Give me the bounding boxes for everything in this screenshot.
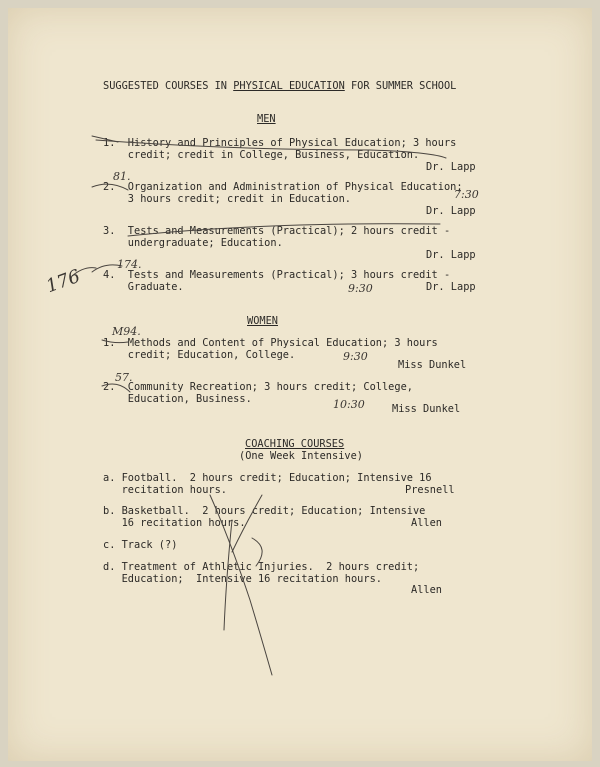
coaching-item-c-line1: c. Track (?) <box>103 539 178 551</box>
women-item-1-instructor: Miss Dunkel <box>398 359 467 371</box>
coaching-arc <box>252 538 262 566</box>
check-men-item-2 <box>92 184 128 190</box>
coaching-cross-stroke-1 <box>210 495 272 675</box>
men-item-3-line1: 3. Tests and Measurements (Practical); 2 hours credit - <box>103 225 451 237</box>
title-text-before: SUGGESTED COURSES IN <box>103 80 234 92</box>
coaching-heading: COACHING COURSES <box>245 438 345 450</box>
women-item-2-line1: 2. Community Recreation; 3 hours credit; College, <box>103 381 413 393</box>
men-item-3-instructor: Dr. Lapp <box>426 249 476 261</box>
strike-men-item-1 <box>96 140 446 158</box>
men-heading: MEN <box>257 113 276 125</box>
handwritten-women-1-number: M94. <box>112 325 141 338</box>
men-item-1-line2: credit; credit in College, Business, Education. <box>103 149 420 161</box>
title-text-underlined: PHYSICAL EDUCATION <box>233 80 345 92</box>
strike-men-item-3 <box>128 224 440 236</box>
women-item-1-line1: 1. Methods and Content of Physical Education; 3 hours <box>103 337 438 349</box>
men-item-2-line2: 3 hours credit; credit in Education. <box>103 193 351 205</box>
coaching-subheading: (One Week Intensive) <box>239 450 363 462</box>
men-item-2-line1: 2. Organization and Administration of Physical Education; <box>103 181 463 193</box>
coaching-item-a-line2: recitation hours. <box>103 484 227 496</box>
coaching-item-a-instructor: Presnell <box>405 484 455 496</box>
men-item-4-line1: 4. Tests and Measurements (Practical); 3 hours credit - <box>103 269 451 281</box>
women-item-2-instructor: Miss Dunkel <box>392 403 461 415</box>
men-item-4-instructor: Dr. Lapp <box>426 281 476 293</box>
men-item-1-line1: 1. History and Principles of Physical Education; 3 hours <box>103 137 457 149</box>
coaching-item-d-line2: Education; Intensive 16 recitation hours. <box>103 573 382 585</box>
coaching-item-a-line1: a. Football. 2 hours credit; Education; Intensive 16 <box>103 472 432 484</box>
handwritten-men-4-number: 174. <box>117 258 142 271</box>
handwritten-women-2-number: 57. <box>115 371 133 384</box>
handwritten-women-2-time: 10:30 <box>333 398 365 411</box>
check-women-item-1 <box>102 340 128 343</box>
coaching-item-d-line1: d. Treatment of Athletic Injuries. 2 hours credit; <box>103 561 420 573</box>
coaching-cross-stroke-2 <box>224 520 232 630</box>
women-heading: WOMEN <box>247 315 278 327</box>
check-women-item-2 <box>102 384 130 392</box>
men-item-4-line2: Graduate. <box>103 281 184 293</box>
coaching-item-b-line1: b. Basketball. 2 hours credit; Education; Intensive <box>103 505 426 517</box>
handwritten-women-1-time: 9:30 <box>343 350 368 363</box>
women-item-1-line2: credit; Education, College. <box>103 349 296 361</box>
handwritten-margin-number: 176 <box>43 265 83 298</box>
coaching-item-b-instructor: Allen <box>411 517 442 529</box>
handwritten-men-2-time: 7:30 <box>454 188 479 201</box>
coaching-cross-stroke-3 <box>232 495 262 552</box>
title-text-after: FOR SUMMER SCHOOL <box>344 80 457 92</box>
women-item-2-line2: Education, Business. <box>103 393 252 405</box>
coaching-item-d-instructor: Allen <box>411 584 442 596</box>
men-item-1-instructor: Dr. Lapp <box>426 161 476 173</box>
coaching-item-b-line2: 16 recitation hours. <box>103 517 246 529</box>
handwritten-men-4-time: 9:30 <box>348 282 373 295</box>
men-item-2-instructor: Dr. Lapp <box>426 205 476 217</box>
men-item-3-line2: undergraduate; Education. <box>103 237 283 249</box>
handwritten-men-2-number: 81. <box>113 170 131 183</box>
